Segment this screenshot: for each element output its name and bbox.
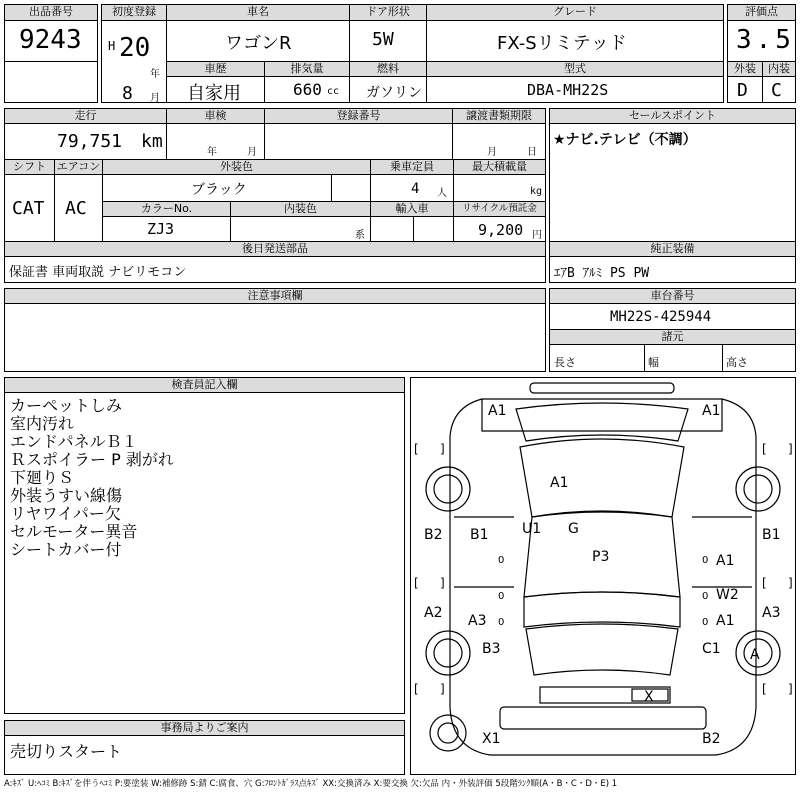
recycle-value: 9,200 bbox=[478, 221, 524, 239]
history-value: 自家用 bbox=[187, 83, 241, 103]
mark-text: A3 bbox=[762, 605, 781, 621]
rear-glass-part bbox=[526, 624, 678, 675]
max-load-box bbox=[453, 159, 546, 202]
office-label: 事務局よりご案内 bbox=[4, 720, 405, 736]
ext-color-label: 外装色 bbox=[102, 159, 371, 175]
note-line: エンドパネルＢ１ bbox=[10, 432, 138, 451]
inspection-year-unit: 年 bbox=[207, 147, 217, 158]
bracket-mark: [ bbox=[762, 442, 767, 456]
front-left-fender bbox=[450, 399, 482, 437]
max-load-unit: kg bbox=[530, 186, 543, 197]
chassis-box bbox=[549, 288, 796, 330]
mark-text: B2 bbox=[424, 527, 443, 543]
caution-label: 注意事項欄 bbox=[4, 288, 546, 304]
specs-box bbox=[549, 329, 796, 372]
recycle-label: リサイクル預託金 bbox=[453, 201, 546, 217]
bracket-mark: ] bbox=[788, 442, 793, 456]
displacement-value: 660 bbox=[293, 80, 322, 99]
aircon-box bbox=[54, 159, 103, 242]
zero-mark: 0 bbox=[702, 591, 709, 602]
displacement-box bbox=[264, 61, 350, 103]
mark-text: B1 bbox=[762, 527, 781, 543]
hood-part bbox=[516, 403, 688, 441]
model-value: DBA-MH22S bbox=[527, 81, 609, 99]
first-reg-box bbox=[101, 4, 167, 103]
score-label: 評価点 bbox=[727, 4, 796, 21]
shift-label: シフト bbox=[4, 159, 55, 175]
first-reg-year-unit: 年 bbox=[150, 69, 160, 80]
interior-color-unit: 系 bbox=[355, 230, 365, 241]
mark-text: G bbox=[568, 521, 579, 537]
note-line: カーペットしみ bbox=[10, 396, 123, 415]
score-value: 3.5 bbox=[736, 25, 795, 55]
mark-text: C1 bbox=[702, 641, 721, 657]
wheel-front-right bbox=[736, 467, 780, 511]
mileage-label: 走行 bbox=[4, 108, 167, 124]
score-box bbox=[727, 4, 796, 62]
mark-text: U1 bbox=[522, 521, 542, 537]
later-parts-box bbox=[4, 241, 546, 283]
door-value: 5W bbox=[372, 29, 394, 50]
color-no-box bbox=[102, 201, 231, 242]
mark-text: A1 bbox=[716, 613, 735, 629]
front-bumper-part bbox=[530, 383, 674, 393]
model-box bbox=[426, 61, 724, 103]
office-value: 売切りスタート bbox=[10, 742, 123, 761]
mark-text: A2 bbox=[424, 605, 443, 621]
mark-text: A3 bbox=[468, 613, 487, 629]
later-parts-label: 後日発送部品 bbox=[4, 241, 546, 257]
lot-number-label: 出品番号 bbox=[4, 4, 98, 21]
mileage-unit: km bbox=[141, 131, 163, 152]
mark-text: P3 bbox=[592, 549, 610, 565]
bracket-mark: ] bbox=[440, 442, 445, 456]
door-label: ドア形状 bbox=[349, 4, 427, 21]
chassis-value: MH22S-425944 bbox=[610, 309, 712, 325]
first-reg-year: 20 bbox=[119, 33, 151, 63]
ext-score-value: D bbox=[737, 80, 748, 101]
capacity-box bbox=[370, 159, 454, 202]
damage-diagram-box bbox=[410, 377, 796, 775]
inspection-label: 車検 bbox=[166, 108, 265, 124]
history-box bbox=[166, 61, 265, 103]
bracket-mark: ] bbox=[788, 682, 793, 696]
car-name-value: ワゴンR bbox=[225, 33, 292, 54]
note-line: セルモーター異音 bbox=[10, 522, 138, 541]
note-line: Ｒスポイラー P 剥がれ bbox=[10, 450, 174, 469]
office-box bbox=[4, 720, 405, 775]
int-score-label: 内装 bbox=[762, 61, 796, 77]
displacement-label: 排気量 bbox=[264, 61, 350, 77]
sales-point-label: セールスポイント bbox=[549, 108, 796, 124]
history-label: 車歴 bbox=[166, 61, 265, 77]
zero-mark: 0 bbox=[498, 555, 505, 566]
sales-point-box bbox=[549, 108, 796, 242]
bracket-mark: [ bbox=[414, 442, 419, 456]
color-no-label: カラーNo. bbox=[102, 201, 231, 217]
hub-rear-left bbox=[434, 639, 462, 667]
bracket-mark: [ bbox=[762, 576, 767, 590]
spare-wheel bbox=[430, 715, 466, 751]
ext-color-box bbox=[102, 159, 371, 202]
specs-divider-1 bbox=[644, 345, 645, 372]
specs-label: 諸元 bbox=[549, 329, 796, 345]
specs-divider-2 bbox=[722, 345, 723, 372]
mark-text: A1 bbox=[488, 403, 507, 419]
wheel-rear-left bbox=[426, 631, 470, 675]
plate-box bbox=[264, 108, 453, 160]
mark-text: B1 bbox=[470, 527, 489, 543]
mileage-value: 79,751 bbox=[57, 131, 123, 152]
fuel-value: ガソリン bbox=[366, 85, 422, 101]
note-line: 外装うすい線傷 bbox=[10, 486, 123, 505]
int-score-box bbox=[762, 61, 796, 103]
windshield-part bbox=[520, 439, 684, 517]
transfer-month-unit: 月 bbox=[487, 147, 497, 158]
door-box bbox=[349, 4, 427, 62]
hub-front-left bbox=[434, 475, 462, 503]
mark-text: A1 bbox=[702, 403, 721, 419]
front-right-fender bbox=[722, 399, 756, 437]
zero-mark: 0 bbox=[702, 555, 709, 566]
hub-front-right bbox=[744, 475, 772, 503]
first-reg-era: H bbox=[108, 39, 116, 53]
mark-text: B3 bbox=[482, 641, 501, 657]
bracket-mark: ] bbox=[440, 576, 445, 590]
lot-number-value: 9243 bbox=[19, 25, 82, 55]
transfer-box bbox=[452, 108, 546, 160]
fuel-label: 燃料 bbox=[349, 61, 427, 77]
zero-mark: 0 bbox=[702, 617, 709, 628]
first-reg-month-unit: 月 bbox=[150, 93, 160, 103]
chassis-label: 車台番号 bbox=[549, 288, 796, 304]
equipment-label: 純正装備 bbox=[549, 241, 796, 257]
recycle-unit: 円 bbox=[532, 230, 542, 241]
mileage-box bbox=[4, 108, 167, 160]
lot-number-blank bbox=[4, 61, 98, 103]
mark-text: A1 bbox=[716, 553, 735, 569]
mark-text: A1 bbox=[550, 475, 569, 491]
inspector-notes bbox=[10, 397, 174, 559]
transfer-day-unit: 日 bbox=[527, 147, 537, 158]
first-reg-label: 初度登録 bbox=[101, 4, 167, 21]
rear-roof-part bbox=[524, 592, 680, 627]
recycle-box bbox=[453, 201, 546, 242]
inspector-box bbox=[4, 377, 405, 714]
mark-text: X1 bbox=[482, 731, 501, 747]
transfer-label: 譲渡書類期限 bbox=[452, 108, 546, 124]
ext-color-divider bbox=[331, 175, 332, 202]
zero-mark: 0 bbox=[498, 591, 505, 602]
mark-text: X bbox=[644, 689, 654, 705]
tailgate-part bbox=[500, 707, 706, 729]
plate-label: 登録番号 bbox=[264, 108, 453, 124]
length-label: 長さ bbox=[554, 356, 576, 369]
bracket-mark: [ bbox=[414, 576, 419, 590]
car-diagram bbox=[410, 377, 796, 775]
note-line: リヤワイパー欠 bbox=[10, 504, 121, 523]
bracket-mark: ] bbox=[440, 682, 445, 696]
aircon-label: エアコン bbox=[54, 159, 103, 175]
displacement-unit: cc bbox=[327, 86, 340, 97]
spare-hub bbox=[438, 723, 458, 743]
car-name-box bbox=[166, 4, 350, 62]
sales-point-value: ★ナビ.テレビ（不調） bbox=[553, 132, 697, 148]
mark-text: W2 bbox=[716, 587, 739, 603]
capacity-unit: 人 bbox=[437, 188, 447, 199]
car-name-label: 車名 bbox=[166, 4, 350, 21]
grade-box bbox=[426, 4, 724, 62]
ext-score-box bbox=[727, 61, 763, 103]
model-label: 型式 bbox=[426, 61, 724, 77]
bracket-mark: [ bbox=[414, 682, 419, 696]
inspection-box bbox=[166, 108, 265, 160]
note-line: シートカバー付 bbox=[10, 540, 122, 559]
ext-color-value: ブラック bbox=[191, 182, 247, 198]
caution-box bbox=[4, 288, 546, 372]
first-reg-month: 8 bbox=[122, 83, 133, 103]
mark-text: A bbox=[750, 647, 760, 663]
capacity-label: 乗車定員 bbox=[370, 159, 454, 175]
interior-color-label: 内装色 bbox=[230, 201, 371, 217]
shift-box bbox=[4, 159, 55, 242]
note-line: 室内汚れ bbox=[10, 414, 75, 433]
lot-number-box bbox=[4, 4, 98, 62]
capacity-value: 4 bbox=[411, 181, 420, 197]
zero-mark: 0 bbox=[498, 617, 505, 628]
later-parts-value: 保証書 車両取説 ナビリモコン bbox=[9, 265, 187, 280]
import-box bbox=[370, 201, 454, 242]
note-line: 下廻りＳ bbox=[10, 468, 75, 487]
height-label: 高さ bbox=[726, 356, 748, 369]
import-label: 輸入車 bbox=[370, 201, 454, 217]
mark-text: B2 bbox=[702, 731, 721, 747]
shift-value: CAT bbox=[12, 198, 45, 219]
equipment-value: ｴｱB ｱﾙﾐ PS PW bbox=[554, 266, 650, 281]
max-load-label: 最大積載量 bbox=[453, 159, 546, 175]
inspection-month-unit: 月 bbox=[247, 147, 257, 158]
color-no-value: ZJ3 bbox=[147, 220, 175, 238]
grade-value: FX-Sリミテッド bbox=[497, 33, 627, 54]
inspector-label: 検査員記入欄 bbox=[4, 377, 405, 393]
fuel-box bbox=[349, 61, 427, 103]
legend-text: A:ｷｽﾞ U:ﾍｺﾐ B:ｷｽﾞを伴うﾍｺﾐ P:要塗装 W:補修跡 S:錆 C:腐食、穴 G:ﾌﾛﾝﾄｶﾞﾗｽ点ｷｽﾞ XX:交換済み X:要交換 欠:欠品 内・外装評価 5段階ﾗﾝｸ順(A・B・C・D・E) 1 bbox=[4, 779, 618, 789]
interior-color-box bbox=[230, 201, 371, 242]
wheel-front-left bbox=[426, 467, 470, 511]
width-label: 幅 bbox=[648, 356, 659, 369]
int-score-value: C bbox=[771, 80, 782, 101]
equipment-box bbox=[549, 241, 796, 283]
ext-score-label: 外装 bbox=[727, 61, 763, 77]
bracket-mark: [ bbox=[762, 682, 767, 696]
import-divider bbox=[413, 217, 414, 242]
bracket-mark: ] bbox=[788, 576, 793, 590]
grade-label: グレード bbox=[426, 4, 724, 21]
aircon-value: AC bbox=[65, 198, 87, 219]
